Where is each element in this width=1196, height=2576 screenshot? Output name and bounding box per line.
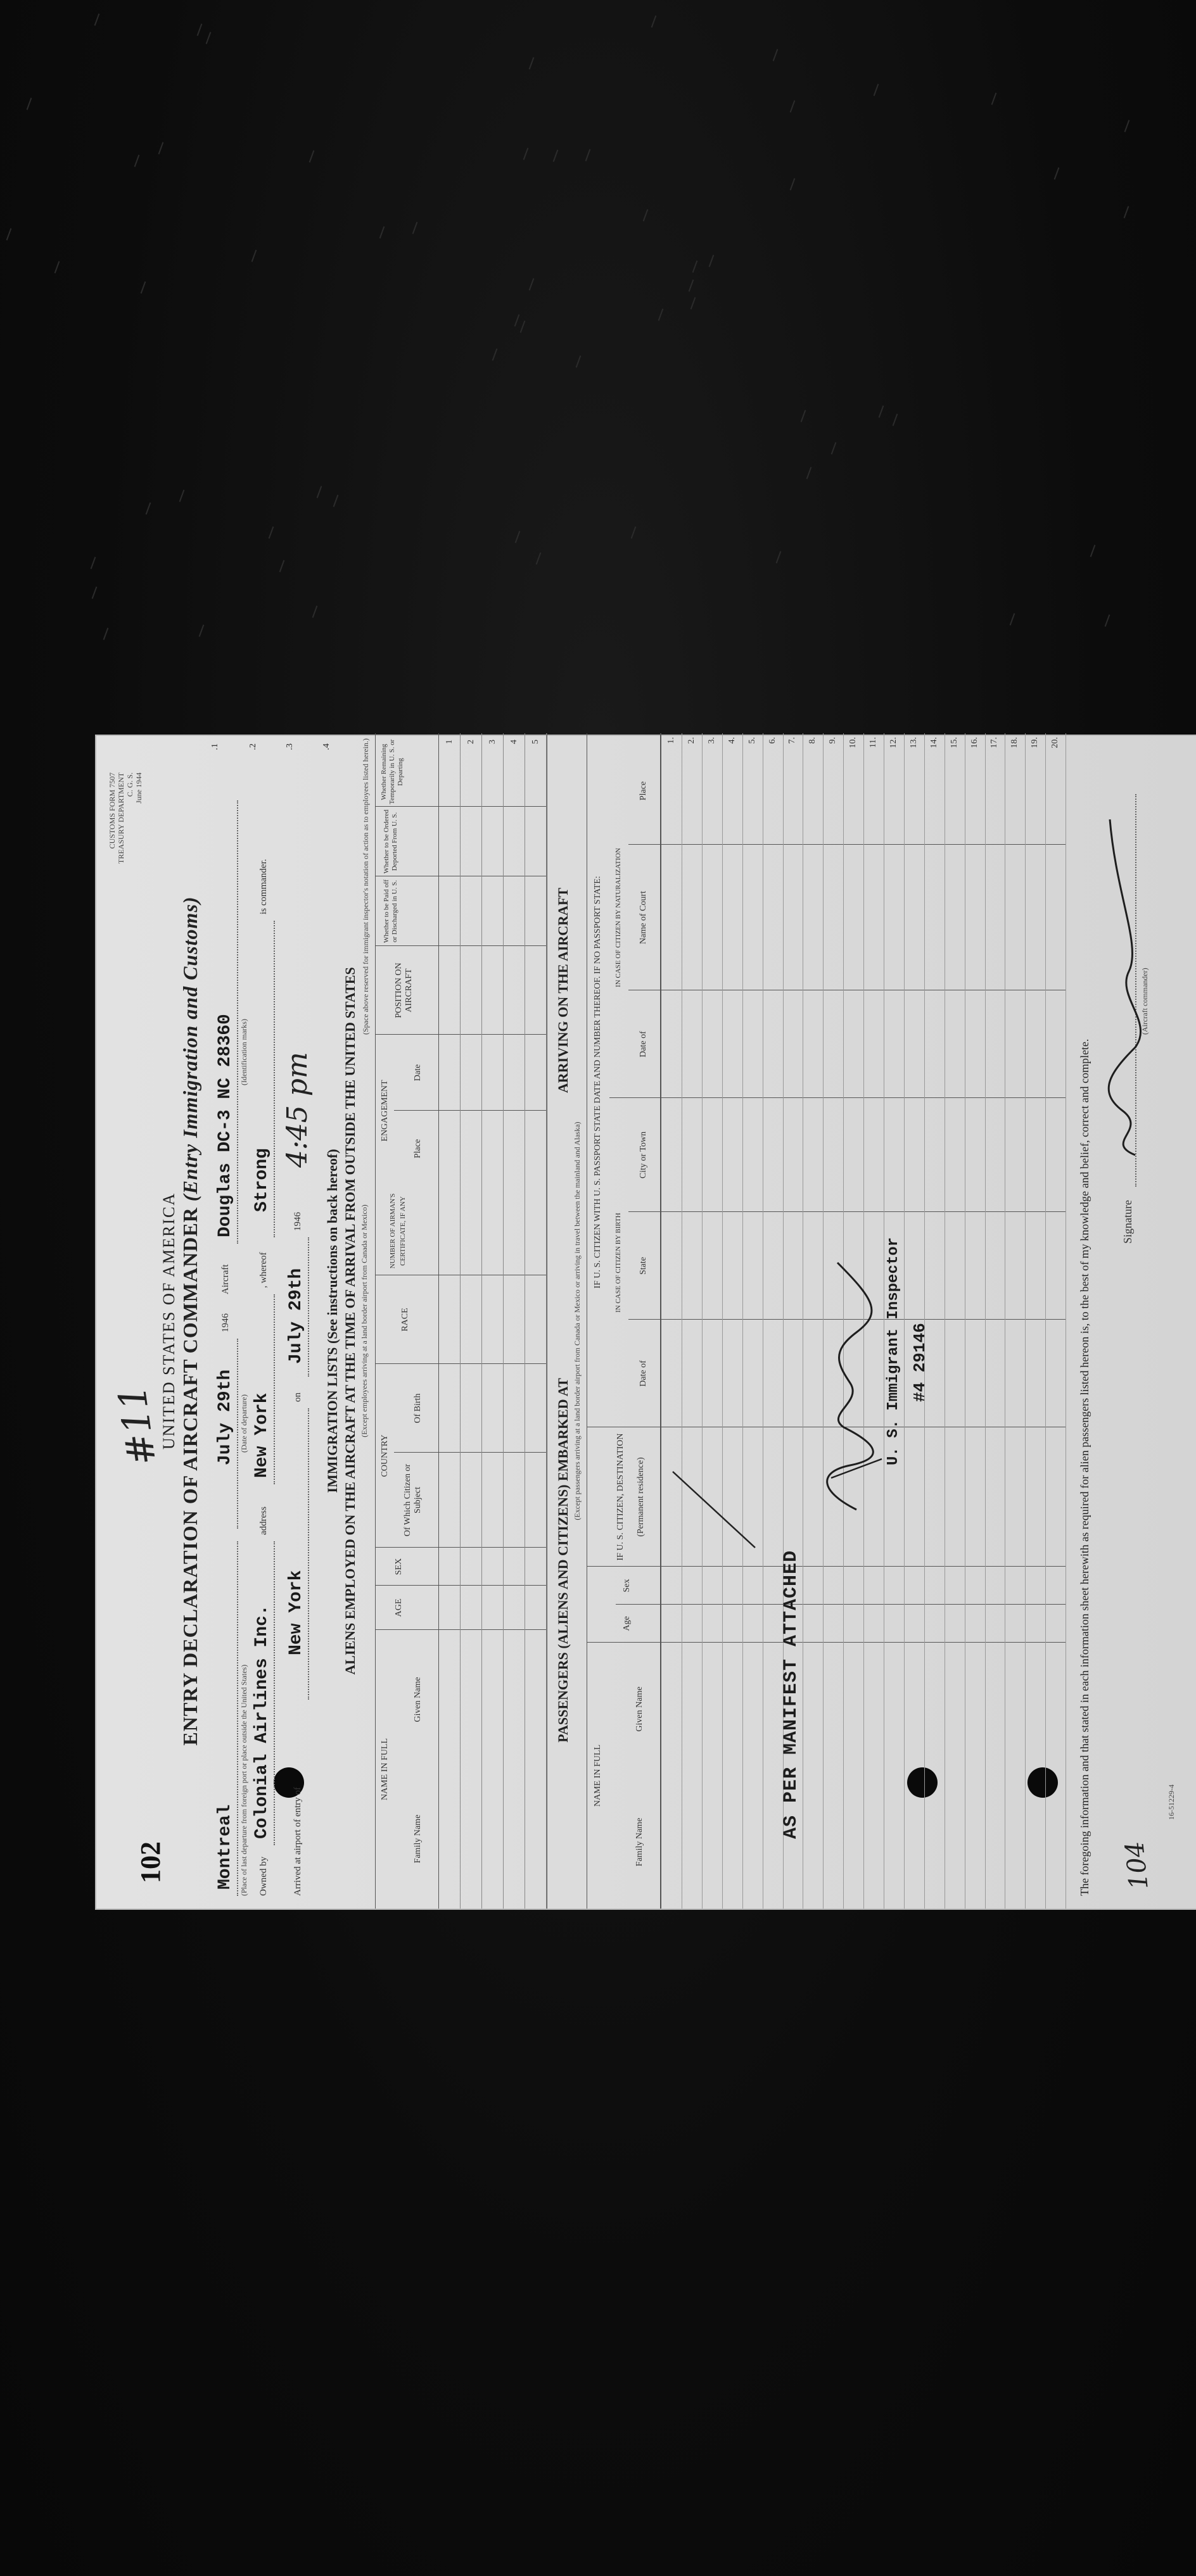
arrival-time-handwritten: 4:45 pm <box>281 1052 314 1168</box>
commander-name: Strong <box>252 1148 272 1212</box>
passenger-family-name-header: Family Name <box>635 1817 644 1867</box>
departure-date: July 29th <box>215 1369 235 1465</box>
row-number: 7. <box>787 737 797 744</box>
row-number: 20. <box>1050 737 1060 748</box>
crew-country-header: COUNTRY <box>380 1434 390 1477</box>
row-number: 19. <box>1030 737 1040 748</box>
column-rule <box>587 1566 1066 1567</box>
destination-sub: (Permanent residence) <box>636 1457 646 1537</box>
commander-caption: (Aircraft commander) <box>1140 968 1149 1035</box>
row-number: 4 <box>509 740 519 744</box>
column-rule <box>628 844 1066 845</box>
table-row <box>1025 733 1026 1909</box>
crew-heading: ALIENS EMPLOYED ON THE AIRCRAFT AT THE TIME OF ARRIVAL FROM OUTSIDE THE UNITED STATES <box>342 967 358 1675</box>
court-header: Name of Court <box>639 891 648 944</box>
by-birth-header: IN CASE OF CITIZEN BY BIRTH <box>614 1213 622 1313</box>
dotted-line <box>308 1237 309 1377</box>
row-number: 4. <box>727 737 737 744</box>
crew-sex-header: SEX <box>394 1558 404 1575</box>
passenger-name-header: NAME IN FULL <box>593 1745 602 1807</box>
on-label: on <box>293 1392 303 1402</box>
table-row <box>985 733 986 1909</box>
arrival-airport: New York <box>286 1570 306 1655</box>
line-number: .4 <box>322 743 331 750</box>
crew-given-name-header: Given Name <box>413 1677 423 1722</box>
aircraft-id: Douglas DC-3 NC 28360 <box>215 1014 235 1237</box>
row-number: 13. <box>909 737 919 748</box>
row-number: 5 <box>531 740 540 744</box>
entry-declaration-form <box>95 735 1196 1910</box>
crew-paid-off-header: Whether to be Paid off or Discharged in U. S. <box>383 880 398 943</box>
table-rule <box>438 733 439 1909</box>
inspector-number: #4 29146 <box>910 1323 929 1402</box>
handwritten-number: #11 <box>110 1382 165 1468</box>
crew-name-header: NAME IN FULL <box>380 1738 390 1800</box>
row-number: 1 <box>445 740 454 744</box>
form-title <box>179 733 202 1909</box>
row-number: 3 <box>488 740 497 744</box>
aircraft-caption: (Identification marks) <box>239 1019 248 1085</box>
destination-header: IF U. S. CITIZEN, DESTINATION <box>616 1433 625 1561</box>
line-number: .1 <box>210 743 220 750</box>
year-suffix: 6 <box>220 1313 231 1318</box>
table-row <box>1045 733 1046 1909</box>
crew-age-header: AGE <box>394 1598 404 1617</box>
arrival-date: July 29th <box>286 1268 306 1364</box>
row-number: 18. <box>1010 737 1019 748</box>
address-label: address <box>258 1506 269 1535</box>
dotted-line <box>237 800 238 1244</box>
immigration-title: IMMIGRATION LISTS (See instructions on back hereof) <box>324 1149 340 1493</box>
arrival-year-suffix: 6 <box>293 1212 303 1217</box>
column-rule <box>616 1604 1066 1605</box>
row-number: 11. <box>868 737 878 748</box>
row-number: 2 <box>466 740 476 744</box>
arrival-year <box>293 1212 303 1231</box>
place-header: Place <box>639 781 648 801</box>
birth-state-header: State <box>639 1257 648 1275</box>
title-block <box>160 733 202 1909</box>
title-line-2: ENTRY DECLARATION OF AIRCRAFT COMMANDER <box>179 1207 201 1746</box>
by-naturalization-header: IN CASE OF CITIZEN BY NATURALIZATION <box>614 848 622 987</box>
crew-race-header: RACE <box>400 1308 410 1332</box>
dotted-line <box>237 1339 238 1529</box>
row-number: 10. <box>848 737 858 748</box>
crew-subheading: (Except employees arriving at a land border airport from Canada or Mexico) <box>360 1204 369 1437</box>
table-rule <box>375 733 376 1909</box>
line-number: .3 <box>285 743 295 750</box>
naturalization-date-header: Date of <box>639 1031 648 1058</box>
title-paren: (Entry Immigration and Customs) <box>179 896 201 1202</box>
crew-citizen-header: Of Which Citizen or Subject <box>403 1463 423 1537</box>
table-row <box>702 733 703 1909</box>
aircraft-label: Aircraft <box>220 1264 231 1294</box>
passenger-heading-right: ARRIVING ON THE AIRCRAFT <box>555 887 571 1094</box>
commander-signature <box>1091 807 1161 1161</box>
title-line-1: UNITED STATES OF AMERICA <box>160 1192 178 1450</box>
crew-birth-header: Of Birth <box>413 1393 423 1424</box>
crew-date-header: Date <box>413 1064 423 1082</box>
crew-certificate-header: NUMBER OF AIRMAN'S CERTIFICATE, IF ANY <box>389 1193 407 1269</box>
table-row <box>742 733 743 1909</box>
table-row <box>503 733 504 1909</box>
form-id <box>108 773 143 864</box>
whereof-label: , whereof <box>258 1252 269 1288</box>
row-number: 16. <box>970 737 979 748</box>
row-number: 17. <box>989 737 999 748</box>
table-row <box>481 733 482 1909</box>
column-rule <box>587 1642 1066 1643</box>
row-number: 3. <box>707 737 716 744</box>
passenger-age-header: Age <box>622 1616 632 1631</box>
owner: Colonial Airlines Inc. <box>252 1605 272 1839</box>
row-number: 15. <box>950 737 959 748</box>
crew-place-header: Place <box>413 1139 423 1159</box>
table-row <box>924 733 925 1909</box>
form-id-line: C. G. S. <box>125 772 134 797</box>
form-id-line: TREASURY DEPARTMENT <box>117 772 125 864</box>
form-id-line: CUSTOMS FORM 7507 <box>108 772 117 849</box>
crew-deported-header: Whether to be Ordered Deported From U. S. <box>383 809 398 874</box>
document-frame <box>95 694 1196 1910</box>
owned-by-label: Owned by <box>258 1856 269 1896</box>
passport-header: IF U. S. CITIZEN WITH U. S. PASSPORT STATE DATE AND NUMBER THEREOF. IF NO PASSPORT STATE: <box>593 876 602 1289</box>
dotted-line <box>308 1408 309 1700</box>
dotted-line <box>274 1294 275 1484</box>
diagonal-strike-line <box>666 1465 761 1554</box>
declaration-text: The foregoing information and that stated in each information sheet herewith as required for alien passengers listed hereon is, to the best of my knowledge and belief, correct and complete. <box>1078 1039 1091 1896</box>
departure-place-caption: (Place of last departure from foreign port or place outside the United States) <box>239 1664 248 1896</box>
manifest-stamp: AS PER MANIFEST ATTACHED <box>780 1550 802 1839</box>
row-number: 5. <box>748 737 757 744</box>
passenger-heading: PASSENGERS (ALIENS AND CITIZENS) EMBARKED AT <box>555 1378 571 1743</box>
passenger-given-name-header: Given Name <box>635 1686 644 1732</box>
crew-family-name-header: Family Name <box>413 1814 423 1864</box>
table-row <box>460 733 461 1909</box>
row-number: 6. <box>768 737 777 744</box>
table-row <box>722 733 723 1909</box>
year <box>220 1313 231 1332</box>
passenger-sex-header: Sex <box>622 1579 632 1593</box>
punch-hole <box>907 1767 938 1798</box>
birth-date-header: Date of <box>639 1360 648 1387</box>
crew-remaining-header: Whether Remaining Temporarily in U. S. or Departing <box>380 739 404 805</box>
year-prefix: 194 <box>220 1318 231 1332</box>
arrived-label: Arrived at airport of entry of <box>293 1786 303 1896</box>
passenger-subheading: (Except passengers arriving at a land border airport from Canada or Mexico or arriving in travel between the mainland and Alaska) <box>573 1121 582 1520</box>
departure-date-caption: (Date of departure) <box>239 1394 248 1453</box>
signature-label: Signature <box>1121 1200 1134 1244</box>
dotted-line <box>274 1541 275 1845</box>
crew-position-header: POSITION ON AIRCRAFT <box>394 963 414 1018</box>
table-row <box>904 733 905 1909</box>
printing-office: 16-51229-4 <box>1167 1784 1176 1820</box>
birth-city-header: City or Town <box>639 1131 648 1179</box>
departure-place: Montreal <box>215 1804 235 1890</box>
page-number: 102 <box>135 1841 166 1883</box>
dotted-line <box>274 921 275 1237</box>
row-number: 1. <box>666 737 676 744</box>
row-number: 2. <box>687 737 696 744</box>
inspector-side-note: (Space above reserved for immigrant inspector's notation of action as to employees listed herein.) <box>361 738 370 1035</box>
form-id-line: June 1944 <box>134 772 143 804</box>
inspector-title: U. S. Immigrant Inspector <box>885 1237 902 1465</box>
row-number: 12. <box>889 737 898 748</box>
row-number: 8. <box>808 737 817 744</box>
dotted-line <box>237 1541 238 1896</box>
column-rule <box>628 1211 1066 1212</box>
punch-hole <box>1027 1767 1058 1798</box>
row-number: 9. <box>828 737 837 744</box>
arrival-year-prefix: 194 <box>293 1216 303 1231</box>
address: New York <box>252 1392 272 1478</box>
row-number: 14. <box>929 737 939 748</box>
table-rule <box>660 733 661 1909</box>
is-commander-label: is commander. <box>258 859 269 914</box>
table-row <box>546 733 547 1909</box>
crew-engagement-header: ENGAGEMENT <box>380 1080 390 1142</box>
handwritten-corner-number: 104 <box>1120 1840 1154 1891</box>
line-number: .2 <box>248 743 258 750</box>
column-rule <box>609 1097 1066 1098</box>
